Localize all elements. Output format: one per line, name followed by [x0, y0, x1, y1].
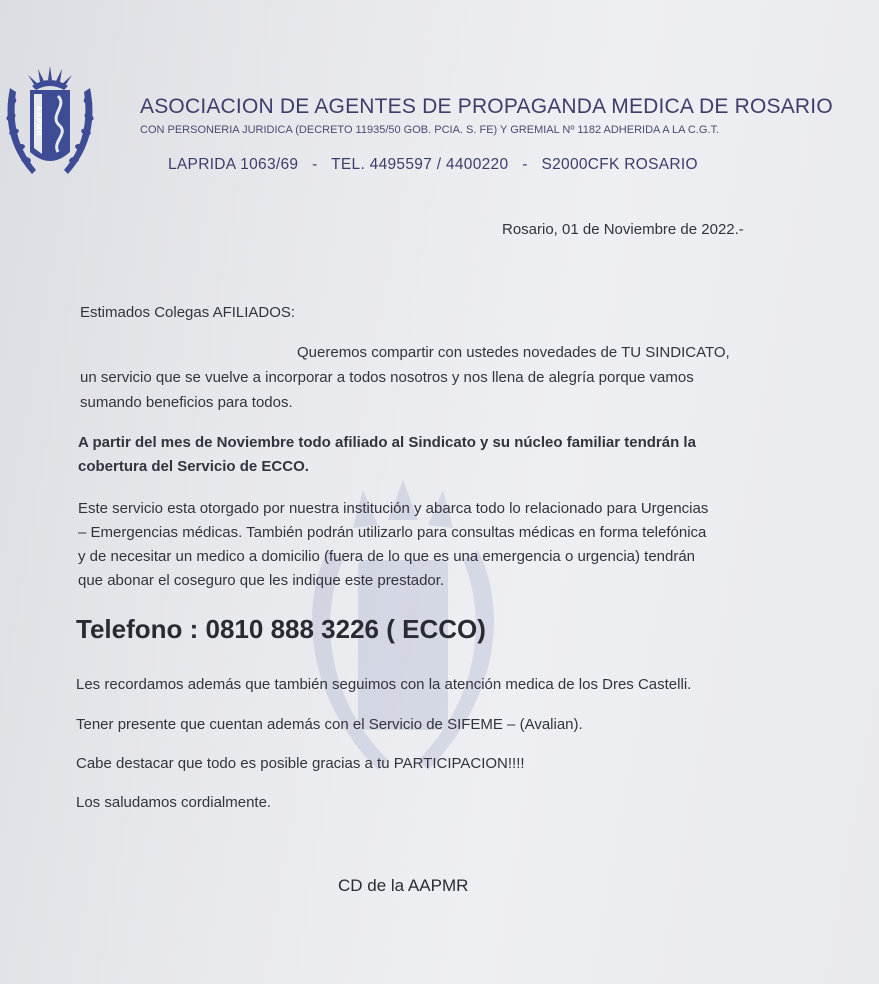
paragraph-1-line-1: Queremos compartir con ustedes novedades de TU SINDICATO, — [297, 344, 730, 361]
aapmr-logo — [2, 62, 98, 184]
signature: CD de la AAPMR — [338, 876, 469, 895]
organization-name: ASOCIACION DE AGENTES DE PROPAGANDA MEDICA DE ROSARIO — [140, 95, 833, 118]
organization-address: LAPRIDA 1063/69 - TEL. 4495597 / 4400220 - S2000CFK ROSARIO — [168, 156, 698, 173]
paragraph-3-line-1: Este servicio esta otorgado por nuestra institución y abarca todo lo relacionado para Urgencias — [78, 500, 709, 517]
phone-number-heading: Telefono : 0810 888 3226 ( ECCO) — [76, 614, 486, 644]
salutation: Estimados Colegas AFILIADOS: — [80, 304, 296, 321]
paragraph-3-line-4: que abonar el coseguro que les indique este prestador. — [78, 572, 445, 589]
paragraph-1-line-3: sumando beneficios para todos. — [80, 394, 293, 411]
paragraph-2-line-2: cobertura del Servicio de ECCO. — [78, 458, 309, 475]
letter-date: Rosario, 01 de Noviembre de 2022.- — [502, 221, 744, 238]
paragraph-5: Tener presente que cuentan además con el Servicio de SIFEME – (Avalian). — [76, 716, 583, 733]
logo-text: AAPMR — [34, 106, 42, 137]
paragraph-3-line-3: y de necesitar un medico a domicilio (fuera de lo que es una emergencia o urgencia) tendrán — [78, 548, 696, 565]
paragraph-1-line-2: un servicio que se vuelve a incorporar a todos nosotros y nos llena de alegría porque vamos — [80, 369, 694, 386]
paragraph-4: Les recordamos además que también seguimos con la atención medica de los Dres Castelli. — [76, 676, 692, 693]
paragraph-3-line-2: – Emergencias médicas. También podrán utilizarlo para consultas médicas en forma telefónica — [78, 524, 707, 541]
paragraph-2-line-1: A partir del mes de Noviembre todo afiliado al Sindicato y su núcleo familiar tendrán la — [78, 434, 696, 451]
closing-line: Los saludamos cordialmente. — [76, 794, 272, 811]
paragraph-6: Cabe destacar que todo es posible gracias a tu PARTICIPACION!!!! — [76, 755, 525, 772]
organization-subtitle: CON PERSONERIA JURIDICA (DECRETO 11935/50 GOB. PCIA. S. FE) Y GREMIAL Nº 1182 ADHERIDA A LA C.G.T. — [140, 124, 720, 136]
